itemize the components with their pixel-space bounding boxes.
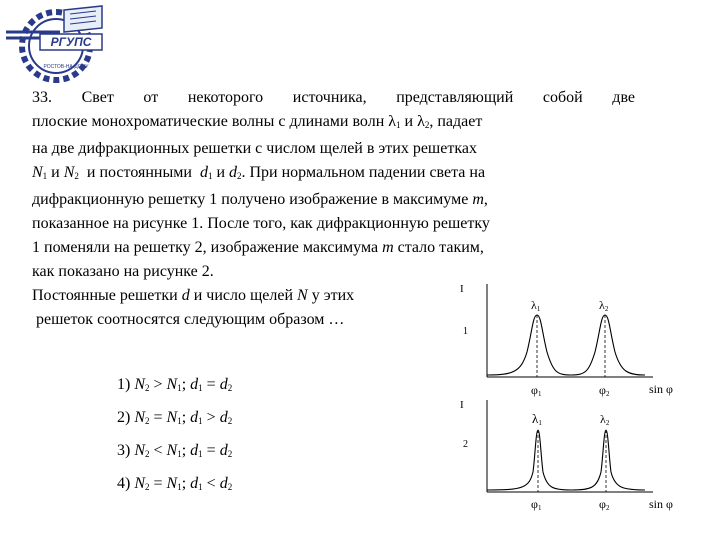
problem-line-5: дифракционную решетку 1 получено изображение в максимуме m, xyxy=(32,191,488,208)
problem-line-10: решеток соотносятся следующим образом … xyxy=(36,311,345,328)
plot-1-phi-1: φ1 xyxy=(531,383,542,398)
problem-line-2: плоские монохроматические волны с длинами волн $\lambda_1$ и $\lambda_2$, падает xyxy=(32,113,483,130)
rgups-logo xyxy=(4,2,108,84)
problem-line-4: $N_1$ и $N_2$ и постоянными $d_1$ и $d_2$. При нормальном падении света на xyxy=(32,164,486,181)
plot-2-phi-2: φ2 xyxy=(599,497,610,512)
intensity-figure xyxy=(453,282,693,522)
problem-line-1: 33. Свет от некоторого источника, представляющий собой две xyxy=(32,89,635,106)
plot-2-lambda-1: λ1 xyxy=(532,411,542,427)
problem-line-8: как показано на рисунке 2. xyxy=(32,263,214,280)
plot-2-number: 2 xyxy=(463,439,468,450)
plot-1-lambda-2: λ2 xyxy=(599,298,609,313)
problem-line-3: на две дифракционных решетки с числом щелей в этих решетках xyxy=(32,140,477,157)
plot-2-phi-1: φ1 xyxy=(531,497,542,512)
plot-2-x-label: sin φ xyxy=(649,497,673,511)
book-icon xyxy=(64,6,102,32)
problem-line-6: показанное на рисунке 1. После того, как дифракционную решетку xyxy=(32,215,490,232)
problem-line-9: Постоянные решетки d и число щелей N у этих xyxy=(32,287,355,304)
answer-option-1[interactable]: 1) $N_2 > N_1$; $d_1 = d_2$ xyxy=(117,376,233,393)
plot-2-lambda-2: λ2 xyxy=(600,412,610,427)
plot-2-curve xyxy=(487,430,645,490)
plot-2-y-label: I xyxy=(460,399,464,411)
answer-option-3[interactable]: 3) $N_2 < N_1$; $d_1 = d_2$ xyxy=(117,442,233,459)
plot-1 xyxy=(460,283,673,398)
plot-1-phi-2: φ2 xyxy=(599,383,610,398)
plot-1-y-label: I xyxy=(460,283,464,295)
plot-1-lambda-1: λ1 xyxy=(531,298,541,313)
logo-subtext: РОСТОВ-НА-ДОНУ xyxy=(43,64,89,70)
answer-options xyxy=(117,370,232,502)
problem-line-7: 1 поменяли на решетку 2, изображение максимума m стало таким, xyxy=(32,239,484,256)
plot-1-curve xyxy=(487,315,645,375)
answer-option-2[interactable]: 2) $N_2 = N_1$; $d_1 > d_2$ xyxy=(117,409,233,426)
plot-1-x-label: sin φ xyxy=(649,382,673,396)
plot-2 xyxy=(460,399,673,512)
answer-option-4[interactable]: 4) $N_2 = N_1$; $d_1 < d_2$ xyxy=(117,475,233,492)
logo-text: РГУПС xyxy=(50,35,92,49)
plot-1-number: 1 xyxy=(463,326,468,337)
